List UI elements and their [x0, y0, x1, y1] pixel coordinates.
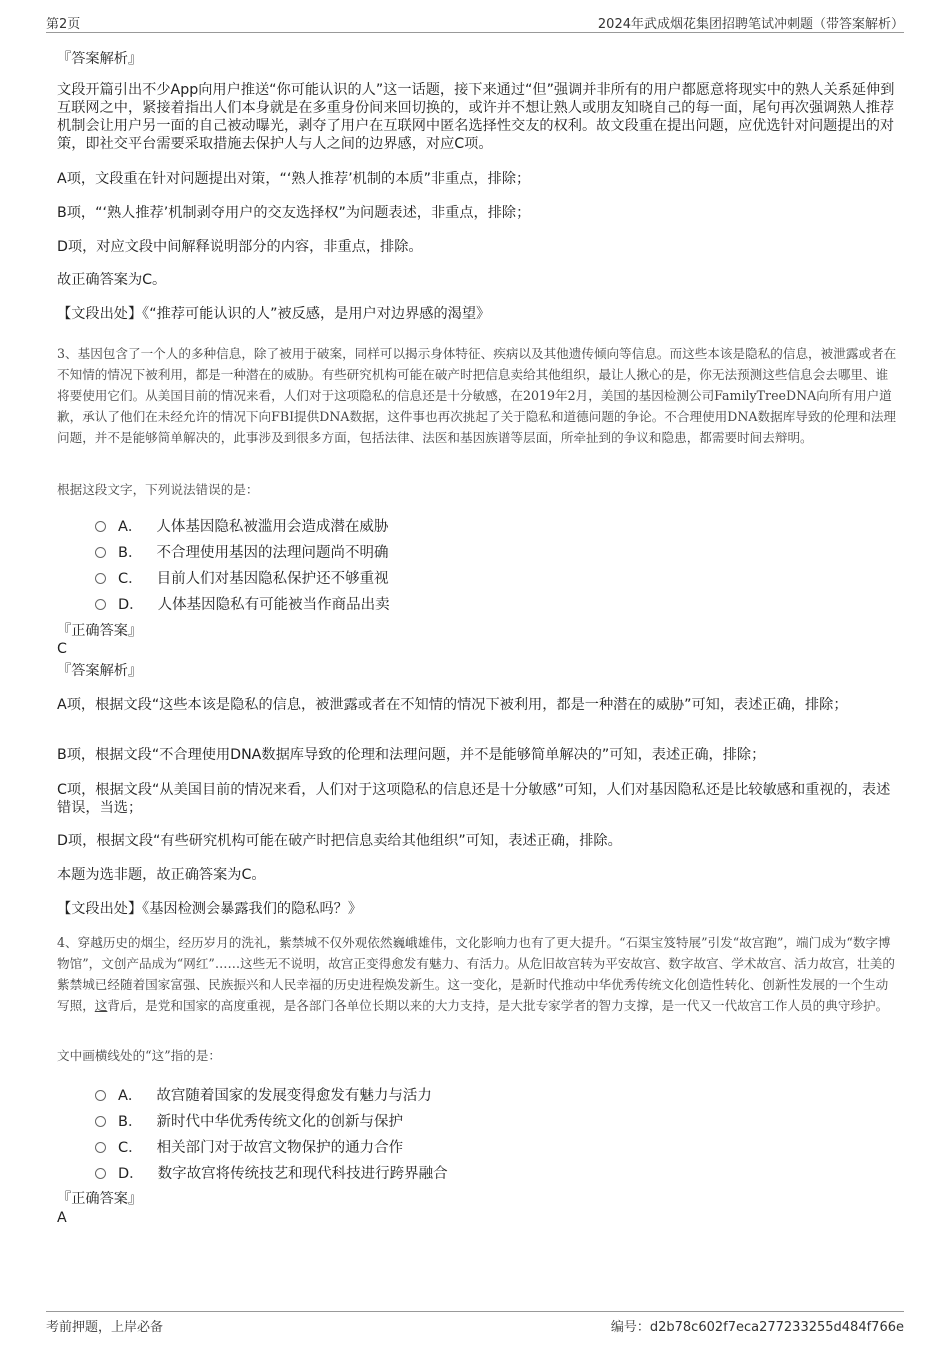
q3-analysis-c: C项，根据文段“从美国目前的情况来看，人们对于这项隐私的信息还是十分敏感”可知，人们对基因隐私还是比较敏感和重视的，表述错误，当选； [57, 782, 891, 816]
radio-icon[interactable] [95, 547, 106, 558]
q4-option-d[interactable]: D． 数字故宫将传统技艺和现代科技进行跨界融合 [95, 1162, 448, 1182]
q3-source: 【文段出处】《基因检测会暴露我们的隐私吗？》 [57, 901, 363, 917]
q2-analysis-paragraph: 文段开篇引出不少App向用户推送“你可能认识的人”这一话题，接下来通过“但”强调并非所有的用户都愿意将现实中的熟人关系延伸到互联网之中，紧接着指出人们本身就是在多重身份间来回切换的，或许并不想让熟人或朋友知晓自己的每一面，尾句再次强调熟人推荐机制会让用户另一面的自己被动曝光，剥夺了用户在互联网中匿名选择性交友的权利。故文段重在提出问题，应优选针对问题提出的对策，即社交平台需要采取措施去保护人与人之间的边界感，对应C项。 [57, 82, 895, 152]
q4-option-a[interactable]: A． 故宫随着国家的发展变得愈发有魅力与活力 [95, 1084, 432, 1104]
q4-answer: A [57, 1210, 67, 1226]
q4-answer-label: 『正确答案』 [57, 1191, 143, 1207]
radio-icon[interactable] [95, 1168, 106, 1179]
q3-analysis-label: 『答案解析』 [57, 663, 143, 679]
q3-conclusion: 本题为选非题，故正确答案为C。 [57, 867, 266, 883]
q2-analysis-label: 『答案解析』 [57, 51, 143, 67]
radio-icon[interactable] [95, 573, 106, 584]
q4-passage: 4、穿越历史的烟尘，经历岁月的洗礼，紫禁城不仅外观依然巍峨雄伟，文化影响力也有了更大提升。“石渠宝笈特展”引发“故宫跑”，端门成为“数字博物馆”，文创产品成为“网红”……这些无不说明，故宫正变得愈发有魅力、有活力。从危旧故宫转为平安故宫、数字故宫、学术故宫、活力故宫，壮美的紫禁城已经随着国家富强、民族振兴和人民幸福的历史进程焕发新生。这一变化，是新时代推动中华优秀传统文化创造性转化、创新性发展的一个生动写照，这背后，是党和国家的高度重视，是各部门各单位长期以来的大力支持，是大批专家学者的智力支撑，是一代又一代故宫工作人员的典守珍护。 [57, 935, 895, 1013]
q3-answer: C [57, 641, 67, 657]
radio-icon[interactable] [95, 521, 106, 532]
q3-passage: 3、基因包含了一个人的多种信息，除了被用于破案，同样可以揭示身体特征、疾病以及其他遗传倾向等信息。而这些本该是隐私的信息，被泄露或者在不知情的情况下被利用，都是一种潜在的威胁。有些研究机构可能在破产时把信息卖给其他组织，最让人揪心的是，你无法预测这些信息会去哪里、谁将要使用它们。从美国目前的情况来看，人们对于这项隐私的信息还是十分敏感，在2019年2月，美国的基因检测公司FamilyTreeDNA向所有用户道歉，承认了他们在未经允许的情况下向FBI提供DNA数据，这件事也再次挑起了关于隐私和道德问题的争论。不合理使用DNA数据库导致的伦理和法理问题，并不是能够简单解决的，此事涉及到很多方面，包括法律、法医和基因族谱等层面，所牵扯到的争议和隐患，都需要时间去辩明。 [57, 346, 897, 445]
q4-option-c[interactable]: C． 相关部门对于故宫文物保护的通力合作 [95, 1136, 403, 1156]
q3-option-b[interactable]: B． 不合理使用基因的法理问题尚不明确 [95, 541, 388, 561]
page-number: 第2页 [46, 17, 81, 32]
q2-analysis-a: A项，文段重在针对问题提出对策，“‘熟人推荐’机制的本质”非重点，排除； [57, 171, 531, 187]
q3-answer-label: 『正确答案』 [57, 623, 143, 639]
radio-icon[interactable] [95, 1116, 106, 1127]
footer-code: 编号：d2b78c602f7eca277233255d484f766e [610, 1320, 904, 1335]
footer-slogan: 考前押题，上岸必备 [46, 1320, 164, 1335]
q2-analysis-d: D项，对应文段中间解释说明部分的内容，非重点，排除。 [57, 239, 423, 255]
radio-icon[interactable] [95, 1142, 106, 1153]
q4-prompt: 文中画横线处的“这”指的是： [57, 1048, 222, 1063]
q3-analysis-a: A项，根据文段“这些本该是隐私的信息，被泄露或者在不知情的情况下被利用，都是一种潜在的威胁”可知，表述正确，排除； [57, 697, 848, 713]
q2-conclusion: 故正确答案为C。 [57, 272, 167, 288]
q3-option-a[interactable]: A． 人体基因隐私被滥用会造成潜在威胁 [95, 515, 388, 535]
q3-prompt: 根据这段文字，下列说法错误的是： [57, 482, 259, 497]
q3-analysis-d: D项，根据文段“有些研究机构可能在破产时把信息卖给其他组织”可知，表述正确，排除。 [57, 833, 622, 849]
q3-analysis-b: B项，根据文段“不合理使用DNA数据库导致的伦理和法理问题，并不是能够简单解决的”可知，表述正确，排除； [57, 747, 766, 763]
q3-option-c[interactable]: C． 目前人们对基因隐私保护还不够重视 [95, 567, 389, 587]
page-header [46, 10, 904, 33]
q3-option-d[interactable]: D． 人体基因隐私有可能被当作商品出卖 [95, 593, 390, 613]
q4-option-b[interactable]: B． 新时代中华优秀传统文化的创新与保护 [95, 1110, 403, 1130]
radio-icon[interactable] [95, 599, 106, 610]
document-title: 2024年武成烟花集团招聘笔试冲刺题（带答案解析） [597, 17, 904, 32]
page-footer [46, 1311, 904, 1336]
q2-source: 【文段出处】《“推荐可能认识的人”被反感，是用户对边界感的渴望》 [57, 306, 491, 322]
underlined-word: 这 [94, 998, 108, 1013]
radio-icon[interactable] [95, 1090, 106, 1101]
q2-analysis-b: B项，“‘熟人推荐’机制剥夺用户的交友选择权”为问题表述，非重点，排除； [57, 205, 531, 221]
